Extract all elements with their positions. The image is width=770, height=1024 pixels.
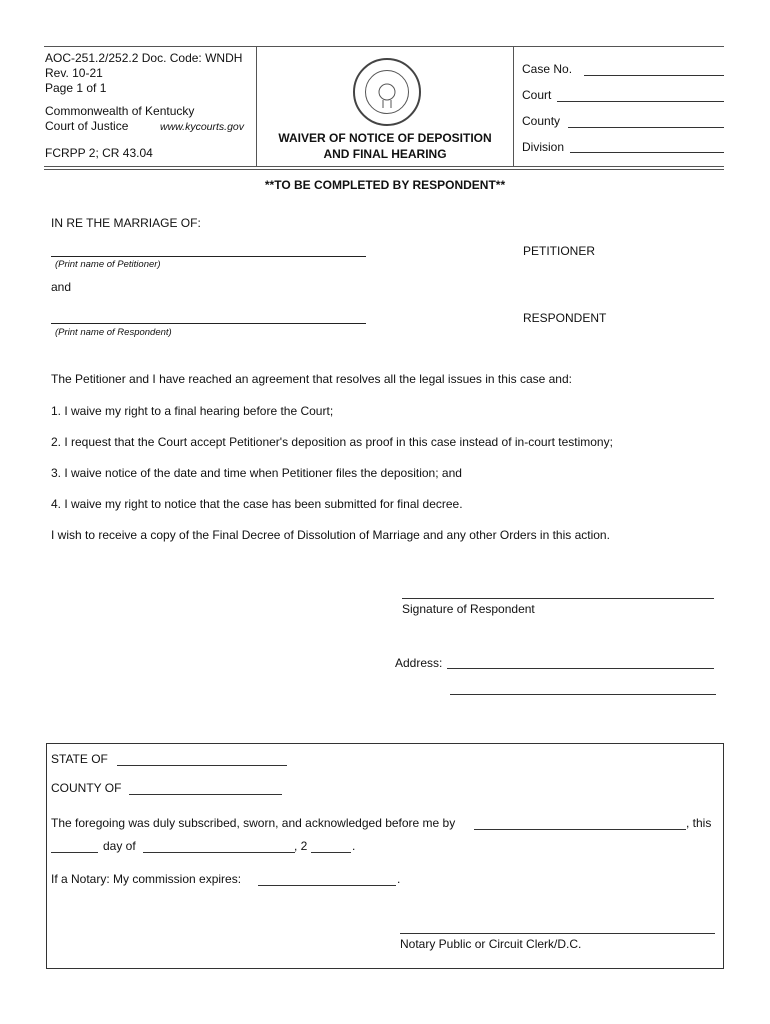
county-field[interactable] [568, 127, 724, 128]
website-link[interactable]: www.kycourts.gov [160, 121, 245, 133]
header-bottom-rule [44, 166, 724, 167]
affiant-name-field[interactable] [474, 829, 686, 830]
waiver-item-1: 1. I waive my right to a final hearing before the Court; [51, 404, 334, 418]
division-field[interactable] [570, 152, 724, 153]
court-label: Court [522, 88, 552, 102]
form-title-line2: AND FINAL HEARING [323, 147, 447, 161]
division-label: Division [522, 140, 565, 154]
county-label: County [522, 114, 561, 128]
respondent-label: RESPONDENT [523, 311, 607, 325]
header-bottom-rule-2 [44, 169, 724, 170]
year-period: . [352, 839, 356, 853]
case-no-label: Case No. [522, 62, 573, 76]
sworn-text: The foregoing was duly subscribed, sworn, and acknowledged before me by [51, 816, 456, 830]
petitioner-label: PETITIONER [523, 244, 596, 258]
agreement-intro: The Petitioner and I have reached an agreement that resolves all the legal issues in this case and: [51, 372, 572, 386]
month-field[interactable] [143, 852, 295, 853]
rules-citation: FCRPP 2; CR 43.04 [45, 146, 153, 160]
notary-signature-field[interactable] [400, 933, 715, 934]
kentucky-seal-icon [353, 58, 421, 126]
county-of-field[interactable] [129, 794, 282, 795]
form-code: AOC-251.2/252.2 Doc. Code: WNDH [45, 51, 243, 65]
petitioner-name-field[interactable] [51, 256, 366, 257]
waiver-item-3: 3. I waive notice of the date and time when Petitioner files the deposition; and [51, 466, 462, 480]
commission-field[interactable] [258, 885, 396, 886]
signature-field[interactable] [402, 598, 714, 599]
petitioner-hint: (Print name of Petitioner) [55, 259, 161, 270]
court-of-justice: Court of Justice [45, 119, 129, 133]
state-of-label: STATE OF [51, 752, 108, 766]
signature-label: Signature of Respondent [402, 602, 535, 616]
in-re-heading: IN RE THE MARRIAGE OF: [51, 216, 201, 230]
form-title-line1: WAIVER OF NOTICE OF DEPOSITION [278, 131, 492, 145]
year-prefix: , 2 [294, 839, 308, 853]
header-divider-right [513, 46, 514, 166]
revision: Rev. 10-21 [45, 66, 103, 80]
respondent-banner: **TO BE COMPLETED BY RESPONDENT** [264, 178, 506, 192]
county-of-label: COUNTY OF [51, 781, 122, 795]
day-field[interactable] [51, 852, 98, 853]
and-text: and [51, 280, 72, 294]
year-field[interactable] [311, 852, 351, 853]
address-label: Address: [395, 656, 443, 670]
address-field-1[interactable] [447, 668, 714, 669]
commonwealth: Commonwealth of Kentucky [45, 104, 195, 118]
this-text: , this [686, 816, 712, 830]
address-field-2[interactable] [450, 694, 716, 695]
page-number: Page 1 of 1 [45, 81, 107, 95]
respondent-hint: (Print name of Respondent) [55, 327, 172, 338]
case-no-field[interactable] [584, 75, 724, 76]
commission-label: If a Notary: My commission expires: [51, 872, 242, 886]
notary-section [46, 743, 724, 969]
waiver-item-4: 4. I waive my right to notice that the case has been submitted for final decree. [51, 497, 463, 511]
court-field[interactable] [557, 101, 724, 102]
notary-signer-label: Notary Public or Circuit Clerk/D.C. [400, 937, 582, 951]
top-rule [44, 46, 724, 47]
commission-period: . [397, 872, 401, 886]
day-of-text: day of [103, 839, 136, 853]
state-field[interactable] [117, 765, 287, 766]
copy-request: I wish to receive a copy of the Final Decree of Dissolution of Marriage and any other Orders in this action. [51, 528, 610, 542]
respondent-name-field[interactable] [51, 323, 366, 324]
waiver-item-2: 2. I request that the Court accept Petitioner's deposition as proof in this case instead of in-court testimony; [51, 435, 613, 449]
